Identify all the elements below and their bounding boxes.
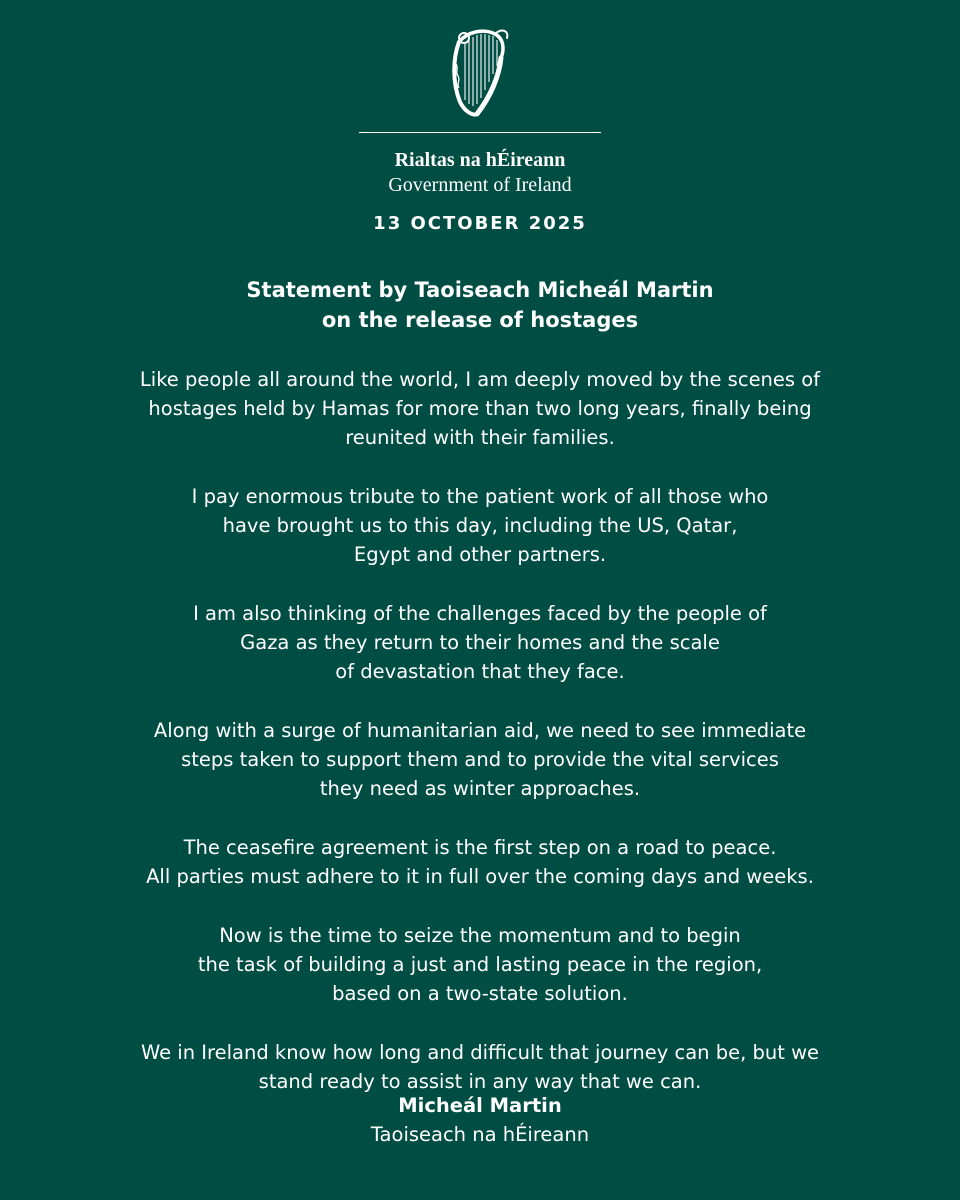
government-name-english: Government of Ireland xyxy=(388,174,572,196)
paragraph-line: The ceasefire agreement is the first step on a road to peace. xyxy=(183,836,777,859)
paragraph-line: Along with a surge of humanitarian aid, we need to see immediate xyxy=(153,719,807,742)
signatory-title: Taoiseach na hÉireann xyxy=(370,1123,590,1146)
paragraph-line: I pay enormous tribute to the patient work of all those who xyxy=(191,485,769,508)
header-divider xyxy=(359,132,601,133)
paragraph-line: steps taken to support them and to provide the vital services xyxy=(181,748,779,771)
signatory-name: Micheál Martin xyxy=(398,1094,562,1117)
paragraph-line: I am also thinking of the challenges faced by the people of xyxy=(193,602,767,625)
paragraph-line: based on a two-state solution. xyxy=(332,982,628,1005)
paragraph-line: All parties must adhere to it in full over the coming days and weeks. xyxy=(146,865,814,888)
paragraph-line: they need as winter approaches. xyxy=(319,777,641,800)
paragraph-line: Now is the time to seize the momentum and to begin xyxy=(219,924,741,947)
statement-title-line: on the release of hostages xyxy=(321,308,639,332)
paragraph-line: hostages held by Hamas for more than two long years, finally being xyxy=(148,397,812,420)
paragraph-line: We in Ireland know how long and difficult that journey can be, but we xyxy=(140,1041,820,1064)
paragraph-line: have brought us to this day, including the US, Qatar, xyxy=(222,514,738,537)
paragraph xyxy=(0,716,960,803)
statement-title-line: Statement by Taoiseach Micheál Martin xyxy=(246,278,714,302)
statement-date: 13 OCTOBER 2025 xyxy=(373,213,587,234)
paragraph-line: Egypt and other partners. xyxy=(353,543,607,566)
paragraph-line: of devastation that they face. xyxy=(335,660,625,683)
statement-title xyxy=(0,275,960,335)
paragraph-line: the task of building a just and lasting peace in the region, xyxy=(197,953,763,976)
paragraph xyxy=(0,482,960,569)
harp-icon xyxy=(443,24,517,120)
statement-body xyxy=(0,365,960,1126)
government-name-irish: Rialtas na hÉireann xyxy=(394,149,566,171)
paragraph-line: reunited with their families. xyxy=(345,426,615,449)
paragraph xyxy=(0,833,960,891)
paragraph-line: Gaza as they return to their homes and the scale xyxy=(240,631,720,654)
paragraph xyxy=(0,921,960,1008)
paragraph xyxy=(0,599,960,686)
paragraph-line: Like people all around the world, I am deeply moved by the scenes of xyxy=(139,368,821,391)
paragraph xyxy=(0,365,960,452)
paragraph-line: stand ready to assist in any way that we can. xyxy=(258,1070,702,1093)
paragraph xyxy=(0,1038,960,1096)
